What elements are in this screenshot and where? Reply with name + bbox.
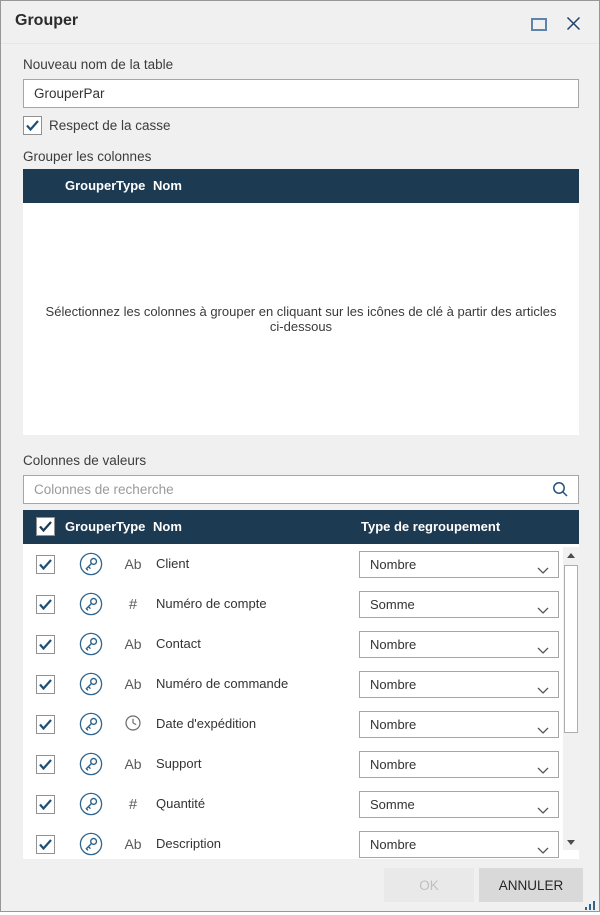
chevron-down-icon <box>537 602 549 617</box>
table-name-input[interactable] <box>23 79 579 108</box>
text-type-icon: Ab <box>124 636 142 652</box>
row-name: Date d'expédition <box>156 716 257 731</box>
select-all-checkbox[interactable] <box>36 517 55 536</box>
scrollbar-thumb[interactable] <box>564 565 578 733</box>
aggregation-select[interactable] <box>359 591 559 618</box>
scroll-down-button[interactable] <box>563 834 579 850</box>
table-row <box>23 744 579 784</box>
maximize-button[interactable] <box>531 18 547 31</box>
chevron-down-icon <box>537 682 549 697</box>
header-nom: Nom <box>153 519 182 534</box>
header-grouper: Grouper <box>65 178 117 193</box>
search-box <box>23 475 579 504</box>
resize-grip-icon[interactable] <box>585 897 596 908</box>
check-icon <box>39 639 52 650</box>
scroll-up-button[interactable] <box>563 547 579 563</box>
check-icon <box>39 759 52 770</box>
aggregation-select-value: Nombre <box>370 837 417 852</box>
group-columns-empty-area <box>23 203 579 435</box>
chevron-down-icon <box>537 722 549 737</box>
row-checkbox[interactable] <box>36 755 55 774</box>
chevron-down-icon <box>537 842 549 857</box>
table-row <box>23 824 579 859</box>
check-icon <box>26 120 39 131</box>
search-icon[interactable] <box>552 481 569 503</box>
dialog-title: Grouper <box>15 12 79 29</box>
aggregation-select-value: Somme <box>370 797 415 812</box>
empty-message: Sélectionnez les colonnes à grouper en cliquant sur les icônes de clé à partir des articles ci-dessous <box>45 304 557 334</box>
table-row <box>23 784 579 824</box>
aggregation-select[interactable] <box>359 551 559 578</box>
value-columns-header <box>23 510 579 544</box>
table-row <box>23 624 579 664</box>
header-type: Type <box>116 519 146 534</box>
key-icon[interactable] <box>79 832 103 856</box>
key-icon[interactable] <box>79 632 103 656</box>
aggregation-select-value: Nombre <box>370 677 417 692</box>
check-icon <box>39 679 52 690</box>
check-icon <box>39 559 52 570</box>
key-icon[interactable] <box>79 752 103 776</box>
title-bar <box>1 1 599 44</box>
date-type-icon <box>124 714 142 735</box>
rows-container <box>23 544 579 859</box>
text-type-icon: Ab <box>124 756 142 772</box>
number-type-icon: # <box>128 595 138 613</box>
row-checkbox[interactable] <box>36 635 55 654</box>
row-checkbox[interactable] <box>36 675 55 694</box>
header-type: Type <box>116 178 146 193</box>
table-row <box>23 584 579 624</box>
check-icon <box>39 799 52 810</box>
number-type-icon: # <box>128 795 138 813</box>
cancel-button[interactable]: ANNULER <box>479 868 583 902</box>
check-icon <box>39 521 52 532</box>
aggregation-select-value: Nombre <box>370 557 417 572</box>
aggregation-select[interactable] <box>359 671 559 698</box>
table-row <box>23 664 579 704</box>
aggregation-select[interactable] <box>359 751 559 778</box>
chevron-down-icon <box>537 562 549 577</box>
close-button[interactable] <box>565 16 581 32</box>
header-grouper: Grouper <box>65 519 117 534</box>
triangle-up-icon <box>567 553 575 558</box>
aggregation-select[interactable] <box>359 631 559 658</box>
row-name: Description <box>156 836 222 851</box>
row-name: Client <box>156 556 190 571</box>
key-icon[interactable] <box>79 592 103 616</box>
row-checkbox[interactable] <box>36 595 55 614</box>
aggregation-select[interactable] <box>359 831 559 858</box>
chevron-down-icon <box>537 642 549 657</box>
check-icon <box>39 599 52 610</box>
aggregation-select-value: Nombre <box>370 717 417 732</box>
vertical-scrollbar[interactable] <box>563 547 579 850</box>
check-icon <box>39 719 52 730</box>
row-checkbox[interactable] <box>36 835 55 854</box>
case-sensitive-label: Respect de la casse <box>49 118 171 133</box>
aggregation-select-value: Somme <box>370 597 415 612</box>
row-name: Quantité <box>156 796 206 811</box>
table-row <box>23 544 579 584</box>
close-icon <box>566 19 581 34</box>
text-type-icon: Ab <box>124 556 142 572</box>
header-aggregation: Type de regroupement <box>361 519 501 534</box>
key-icon[interactable] <box>79 792 103 816</box>
row-checkbox[interactable] <box>36 715 55 734</box>
row-checkbox[interactable] <box>36 795 55 814</box>
row-checkbox[interactable] <box>36 555 55 574</box>
ok-button[interactable]: OK <box>384 868 474 902</box>
group-columns-header <box>23 169 579 203</box>
value-columns-label: Colonnes de valeurs <box>23 453 147 468</box>
table-row <box>23 704 579 744</box>
table-name-label: Nouveau nom de la table <box>23 57 174 72</box>
key-icon[interactable] <box>79 672 103 696</box>
triangle-down-icon <box>567 840 575 845</box>
text-type-icon: Ab <box>124 676 142 692</box>
text-type-icon: Ab <box>124 836 142 852</box>
aggregation-select-value: Nombre <box>370 757 417 772</box>
aggregation-select-value: Nombre <box>370 637 417 652</box>
row-name: Numéro de commande <box>156 676 289 691</box>
check-icon <box>39 839 52 850</box>
case-sensitive-checkbox[interactable] <box>23 116 42 135</box>
key-icon[interactable] <box>79 712 103 736</box>
row-name: Numéro de compte <box>156 596 267 611</box>
key-icon[interactable] <box>79 552 103 576</box>
search-input[interactable] <box>23 475 579 504</box>
aggregation-select[interactable] <box>359 791 559 818</box>
aggregation-select[interactable] <box>359 711 559 738</box>
chevron-down-icon <box>537 762 549 777</box>
value-columns-list <box>23 544 579 859</box>
chevron-down-icon <box>537 802 549 817</box>
header-nom: Nom <box>153 178 182 193</box>
row-name: Contact <box>156 636 201 651</box>
group-columns-label: Grouper les colonnes <box>23 149 152 164</box>
row-name: Support <box>156 756 202 771</box>
